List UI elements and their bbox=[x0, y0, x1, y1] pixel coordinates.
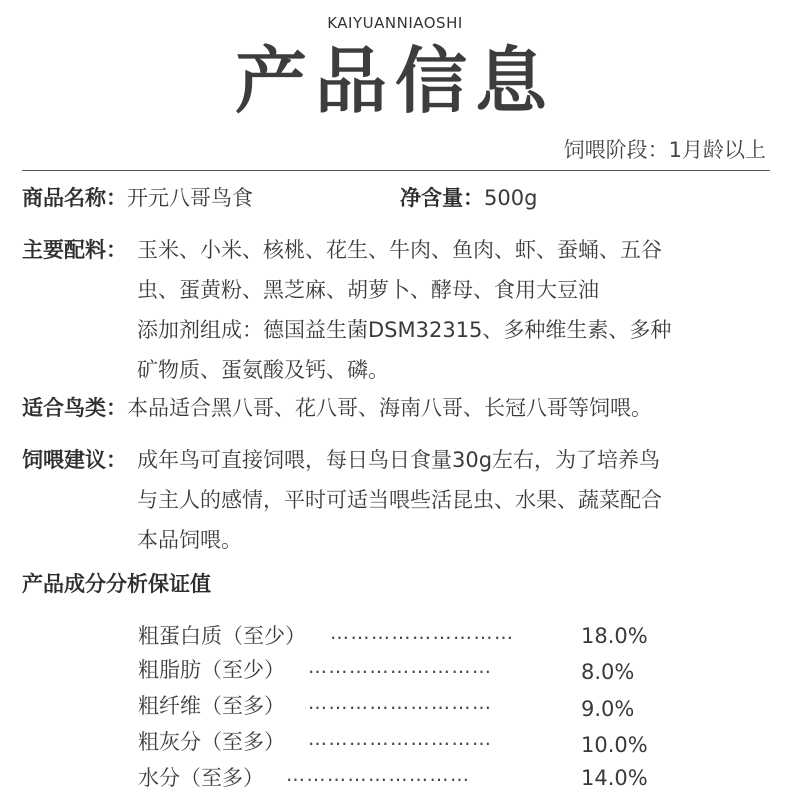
suitable-birds-row bbox=[22, 388, 652, 428]
page-title: 产品信息 bbox=[234, 39, 555, 123]
ingredients-line: 矿物质、蛋氨酸及钙、磷。 bbox=[137, 358, 389, 382]
net-weight-row bbox=[400, 178, 537, 218]
guarantee-item-dots: ……………………… bbox=[308, 728, 493, 750]
feeding-advice-line: 成年鸟可直接饲喂，每日鸟日食量30g左右，为了培养鸟 bbox=[137, 448, 661, 472]
suitable-birds-value: 本品适合黑八哥、花八哥、海南八哥、长冠八哥等饲喂。 bbox=[127, 396, 652, 420]
guarantee-item-name: 粗蛋白质（至少） bbox=[138, 624, 306, 648]
ingredients-line: 添加剂组成：德国益生菌DSM32315、多种维生素、多种 bbox=[137, 318, 672, 342]
guarantee-item-name: 粗脂肪（至少） bbox=[138, 658, 285, 682]
ingredients-line: 玉米、小米、核桃、花生、牛肉、鱼肉、虾、蚕蛹、五谷 bbox=[137, 238, 662, 262]
ingredients-label: 主要配料： bbox=[22, 238, 127, 262]
guarantee-item-name: 粗灰分（至多） bbox=[138, 730, 285, 754]
feeding-stage: 饲喂阶段：1月龄以上 bbox=[563, 138, 766, 162]
guarantee-item-value: 18.0% bbox=[581, 624, 648, 648]
product-name-row bbox=[22, 178, 253, 218]
net-weight-label: 净含量： bbox=[400, 186, 484, 210]
guarantee-item-value: 8.0% bbox=[581, 660, 635, 684]
guarantee-item-dots: ……………………… bbox=[286, 764, 471, 786]
guarantee-item-value: 10.0% bbox=[581, 733, 648, 757]
guarantee-item-dots: ……………………… bbox=[330, 622, 515, 644]
guarantee-title: 产品成分分析保证值 bbox=[22, 572, 211, 596]
net-weight-value: 500g bbox=[484, 186, 538, 210]
suitable-birds-label: 适合鸟类： bbox=[22, 396, 127, 420]
guarantee-item-dots: ……………………… bbox=[308, 656, 493, 678]
product-name-value: 开元八哥鸟食 bbox=[127, 186, 253, 210]
divider bbox=[22, 170, 770, 171]
guarantee-item-name: 粗纤维（至多） bbox=[138, 694, 285, 718]
guarantee-item-value: 9.0% bbox=[581, 697, 635, 721]
guarantee-item-name: 水分（至多） bbox=[138, 766, 264, 790]
feeding-advice-line: 本品饲喂。 bbox=[137, 528, 242, 552]
guarantee-item-value: 14.0% bbox=[581, 766, 648, 790]
guarantee-item-dots: ……………………… bbox=[308, 692, 493, 714]
brand-name: KAIYUANNIAOSHI bbox=[327, 14, 463, 32]
feeding-advice-line: 与主人的感情，平时可适当喂些活昆虫、水果、蔬菜配合 bbox=[137, 488, 662, 512]
ingredients-line: 虫、蛋黄粉、黑芝麻、胡萝卜、酵母、食用大豆油 bbox=[137, 278, 599, 302]
product-name-label: 商品名称： bbox=[22, 186, 127, 210]
feeding-advice-label: 饲喂建议： bbox=[22, 448, 127, 472]
